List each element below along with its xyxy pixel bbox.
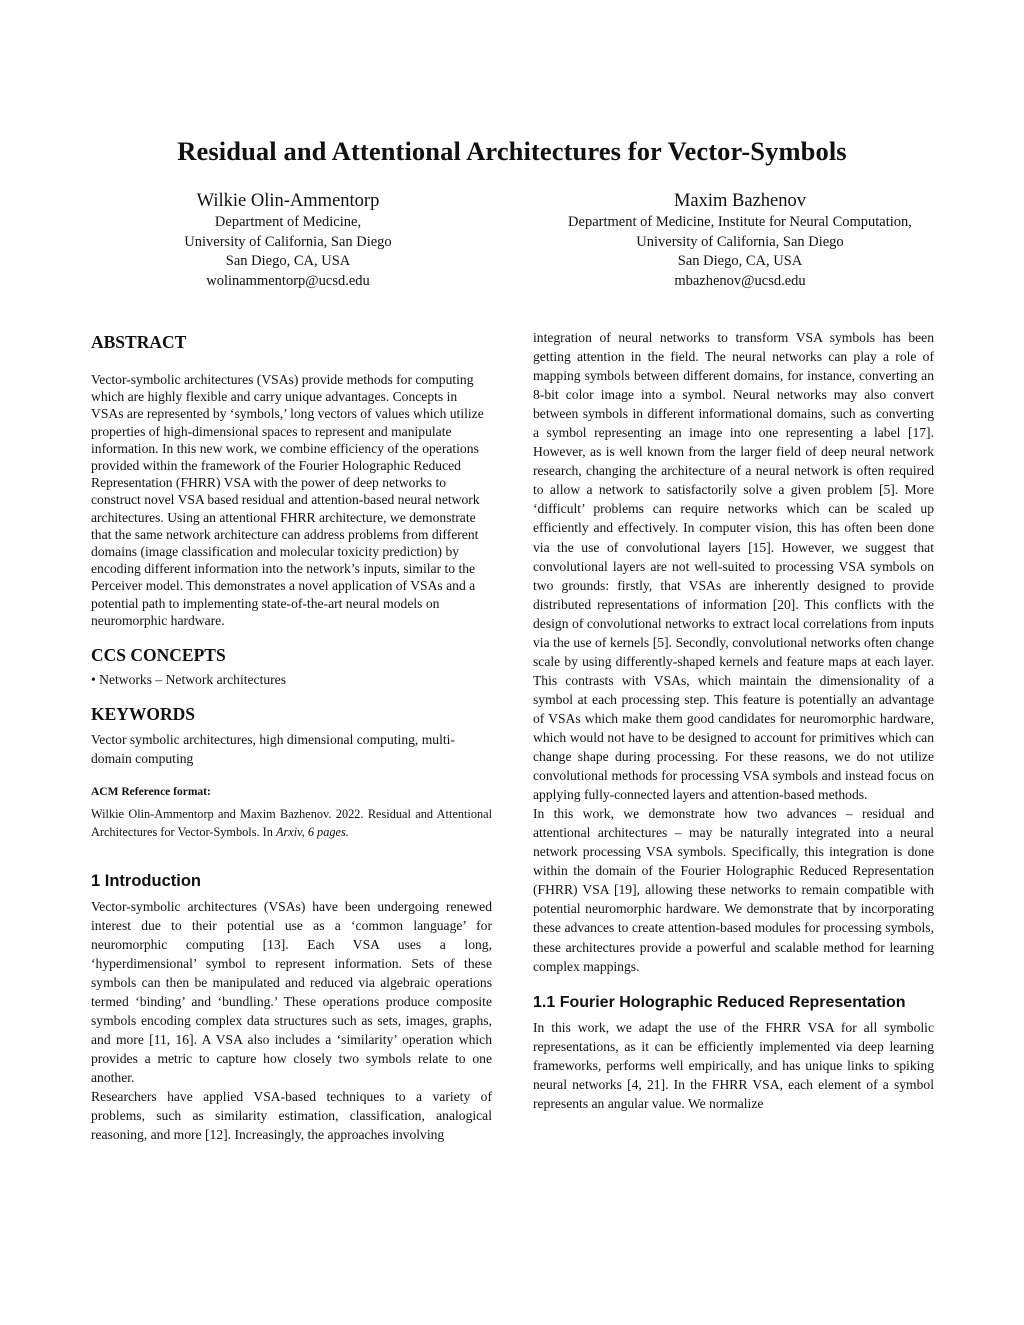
right-column (533, 332, 934, 1113)
author-university: University of California, San Diego (636, 233, 844, 250)
author-department: Department of Medicine, Institute for Neural Computation, (568, 214, 912, 230)
author-name: Wilkie Olin-Ammentorp (196, 191, 380, 211)
introduction-heading: 1 Introduction (91, 871, 201, 890)
author-location: San Diego, CA, USA (225, 253, 351, 269)
keywords-heading: KEYWORDS (91, 704, 196, 725)
abstract-heading: ABSTRACT (91, 332, 187, 352)
left-column (91, 332, 492, 1144)
author-location: San Diego, CA, USA (677, 253, 803, 269)
fhrr-paragraph: In this work, we adapt the use of the FHRR VSA for all symbolic representations, as it can be efficiently implemented via deep learning frameworks, performs well empirically, and has unique links to spiking neural networks [4, 21]. In the FHRR VSA, each element of a symbol represents an angular value. We normalize (533, 1019, 934, 1111)
author-email: wolinammentorp@ucsd.edu (206, 272, 370, 289)
acm-reference-venue: Arxiv, 6 pages. (275, 825, 349, 840)
acm-reference-citation: Wilkie Olin-Ammentorp and Maxim Bazhenov. 2022. Residual and Attentional Architectures for Vector-Symbols. In (91, 807, 492, 840)
author-email: mbazhenov@ucsd.edu (674, 272, 806, 289)
abstract-text: Vector-symbolic architectures (VSAs) provide methods for computing which are highly flexible and carry unique advantages. Concepts in VSAs are represented by ‘symbols,’ long vectors of values which utilize properties of high-dimensional spaces to represent and manipulate information. In this new work, we combine efficiency of the operations provided within the framework of the Fourier Holographic Reduced Representation (FHRR) VSA with the power of deep networks to construct novel VSA based residual and attention-based neural network architectures. Using an attentional FHRR architecture, we demonstrate that the same network architecture can address problems from different domains (image classification and molecular toxicity prediction) by encoding different information into the network’s inputs, similar to the Perceiver model. This demonstrates a novel application of VSAs and a potential path to implementing state-of-the-art neural models on neuromorphic hardware. (91, 372, 484, 628)
acm-reference-text (91, 806, 492, 841)
author-block-2 (520, 190, 960, 291)
fhrr-section-heading: 1.1 Fourier Holographic Reduced Representation (533, 993, 906, 1011)
introduction-paragraph: Researchers have applied VSA-based techniques to a variety of problems, such as similarity estimation, classification, analogical reasoning, and more [12]. Increasingly, the approaches involving (91, 1089, 492, 1143)
ccs-text: • Networks – Network architectures (91, 672, 287, 688)
body-paragraph: integration of neural networks to transform VSA symbols has been getting attention in the field. The neural networks can play a role of mapping symbols between different domains, for instance, converting an 8-bit color image into a symbol. Neural networks may also convert between symbols in different informational domains, such as converting a symbol representing an image into one representing a label [17]. However, as is well known from the larger field of deep neural network research, changing the architecture of a neural network is often required to allow a network to satisfactorily solve a given problem [5]. More ‘difficult’ problems can require networks which can be scaled up efficiently and effectively. In computer vision, this has often been done via the use of convolutional layers [15]. However, we suggest that convolutional layers are not well-suited to processing VSA symbols on two grounds: firstly, that VSAs are inherently designed to provide distributed representations of information [20]. This conflicts with the design of convolutional networks to extract local correlations from inputs via the use of kernels [5]. Secondly, convolutional networks often change scale by using differently-shaped kernels and feature maps at each layer. This contrasts with VSAs, which maintain the dimensionality of a symbol at each processing step. This feature is potentially an advantage of VSAs which make them good candidates for neuromorphic hardware, which would not have to be designed to account for primitives which can change shape during processing. For these reasons, we do not utilize convolutional methods for processing VSA symbols and instead focus on applying fully-connected layers and attention-based methods. (533, 330, 934, 803)
author-block-1 (128, 190, 448, 291)
author-university: University of California, San Diego (184, 233, 392, 250)
author-department: Department of Medicine, (214, 214, 362, 230)
author-name: Maxim Bazhenov (673, 191, 807, 211)
paper-title: Residual and Attentional Architectures for Vector-Symbols (177, 136, 847, 166)
acm-reference-heading: ACM Reference format: (91, 786, 211, 799)
body-paragraph: In this work, we demonstrate how two advances – residual and attentional architectures – may be naturally integrated into a neural network processing VSA symbols. Specifically, this integration is done within the domain of the Fourier Holographic Reduced Representation (FHRR) VSA [19], allowing these networks to remain compatible with potential neuromorphic hardware. We demonstrate that by incorporating these advances to create attention-based modules for processing symbols, these architectures provide a powerful and scalable method for learning complex mappings. (533, 806, 934, 974)
keywords-text: Vector symbolic architectures, high dimensional computing, multi-domain computing (91, 732, 455, 767)
ccs-heading: CCS CONCEPTS (91, 645, 226, 666)
introduction-paragraph: Vector-symbolic architectures (VSAs) have been undergoing renewed interest due to their potential use as a ‘common language’ for neuromorphic computing [13]. Each VSA uses a long, ‘hyperdimensional’ symbol to represent information. Sets of these symbols can then be manipulated and reduced via algebraic operations termed ‘binding’ and ‘bundling.’ These operations produce composite symbols encoding complex data structures such as sets, images, graphs, and more [11, 16]. A VSA also includes a ‘similarity’ operation which provides a metric to capture how closely two symbols relate to one another. (91, 898, 492, 1086)
